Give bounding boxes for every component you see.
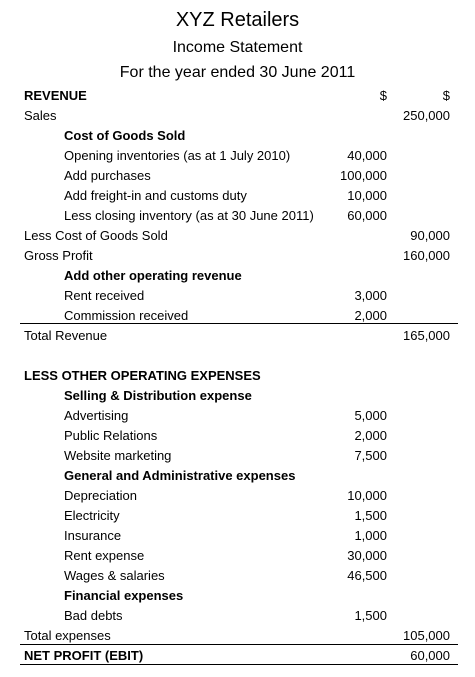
row-label: Add other operating revenue — [64, 268, 242, 283]
row-amount-detail: 5,000 — [354, 408, 387, 423]
statement-row — [0, 226, 475, 246]
row-label: Financial expenses — [64, 588, 184, 603]
row-label: Less Cost of Goods Sold — [24, 228, 168, 243]
row-amount-detail: 2,000 — [354, 428, 387, 443]
statement-row — [0, 206, 475, 226]
statement-row — [0, 506, 475, 526]
statement-row — [0, 186, 475, 206]
statement-row — [0, 646, 475, 666]
row-label: Add purchases — [64, 168, 151, 183]
statement-row — [0, 566, 475, 586]
statement-row — [0, 146, 475, 166]
row-label: Opening inventories (as at 1 July 2010) — [64, 148, 291, 163]
statement-title: Income Statement — [172, 39, 303, 56]
row-amount-detail: 60,000 — [347, 208, 387, 223]
row-label: General and Administrative expenses — [64, 468, 296, 483]
net-profit-rule — [20, 664, 458, 665]
row-label: Advertising — [64, 408, 129, 423]
statement-row — [0, 466, 475, 486]
row-amount-detail: 10,000 — [347, 188, 387, 203]
statement-row — [0, 586, 475, 606]
row-label: Total Revenue — [24, 328, 108, 343]
row-amount-total: 165,000 — [403, 328, 450, 343]
statement-row — [0, 86, 475, 106]
total-revenue-rule — [20, 323, 458, 324]
statement-row — [0, 386, 475, 406]
statement-row — [0, 326, 475, 346]
row-amount-detail: 1,500 — [354, 508, 387, 523]
statement-row — [0, 406, 475, 426]
statement-row — [0, 126, 475, 146]
row-amount-total: $ — [442, 88, 450, 103]
statement-row — [0, 166, 475, 186]
row-amount-detail: 10,000 — [347, 488, 387, 503]
row-amount-detail: 3,000 — [354, 288, 387, 303]
statement-row — [0, 486, 475, 506]
row-amount-detail: $ — [379, 88, 387, 103]
row-label: Public Relations — [64, 428, 158, 443]
row-amount-detail: 100,000 — [340, 168, 387, 183]
row-label: REVENUE — [24, 88, 87, 103]
row-label: Insurance — [64, 528, 122, 543]
company-name: XYZ Retailers — [175, 9, 300, 31]
statement-rows — [0, 86, 475, 666]
statement-period: For the year ended 30 June 2011 — [119, 64, 356, 81]
row-label: Add freight-in and customs duty — [64, 188, 247, 203]
row-label: Rent received — [64, 288, 145, 303]
row-amount-detail: 1,000 — [354, 528, 387, 543]
row-label: Selling & Distribution expense — [64, 388, 252, 403]
row-label: Depreciation — [64, 488, 137, 503]
statement-row — [0, 246, 475, 266]
statement-row — [0, 426, 475, 446]
statement-row — [0, 606, 475, 626]
total-expenses-rule — [20, 644, 458, 645]
row-label: Cost of Goods Sold — [64, 128, 186, 143]
row-amount-detail: 46,500 — [347, 568, 387, 583]
row-label: Less closing inventory (as at 30 June 2011) — [64, 208, 314, 223]
statement-row — [0, 366, 475, 386]
row-label: Gross Profit — [24, 248, 93, 263]
row-amount-total: 250,000 — [403, 108, 450, 123]
row-label: Rent expense — [64, 548, 145, 563]
row-amount-total: 105,000 — [403, 628, 450, 643]
row-label: LESS OTHER OPERATING EXPENSES — [24, 368, 261, 383]
row-amount-total: 60,000 — [410, 648, 450, 663]
statement-row — [0, 626, 475, 646]
row-label: Website marketing — [64, 448, 172, 463]
statement-row — [0, 346, 475, 366]
statement-row — [0, 446, 475, 466]
row-amount-detail: 2,000 — [354, 308, 387, 323]
row-label: NET PROFIT (EBIT) — [24, 648, 144, 663]
row-amount-total: 90,000 — [410, 228, 450, 243]
row-label: Bad debts — [64, 608, 123, 623]
statement-row — [0, 266, 475, 286]
statement-row — [0, 526, 475, 546]
statement-row — [0, 106, 475, 126]
row-label: Electricity — [64, 508, 120, 523]
row-amount-detail: 30,000 — [347, 548, 387, 563]
row-label: Wages & salaries — [64, 568, 165, 583]
row-amount-total: 160,000 — [403, 248, 450, 263]
statement-row — [0, 546, 475, 566]
row-amount-detail: 1,500 — [354, 608, 387, 623]
row-amount-detail: 7,500 — [354, 448, 387, 463]
row-label: Commission received — [64, 308, 189, 323]
row-amount-detail: 40,000 — [347, 148, 387, 163]
statement-row — [0, 286, 475, 306]
row-label: Sales — [24, 108, 57, 123]
row-label: Total expenses — [24, 628, 111, 643]
